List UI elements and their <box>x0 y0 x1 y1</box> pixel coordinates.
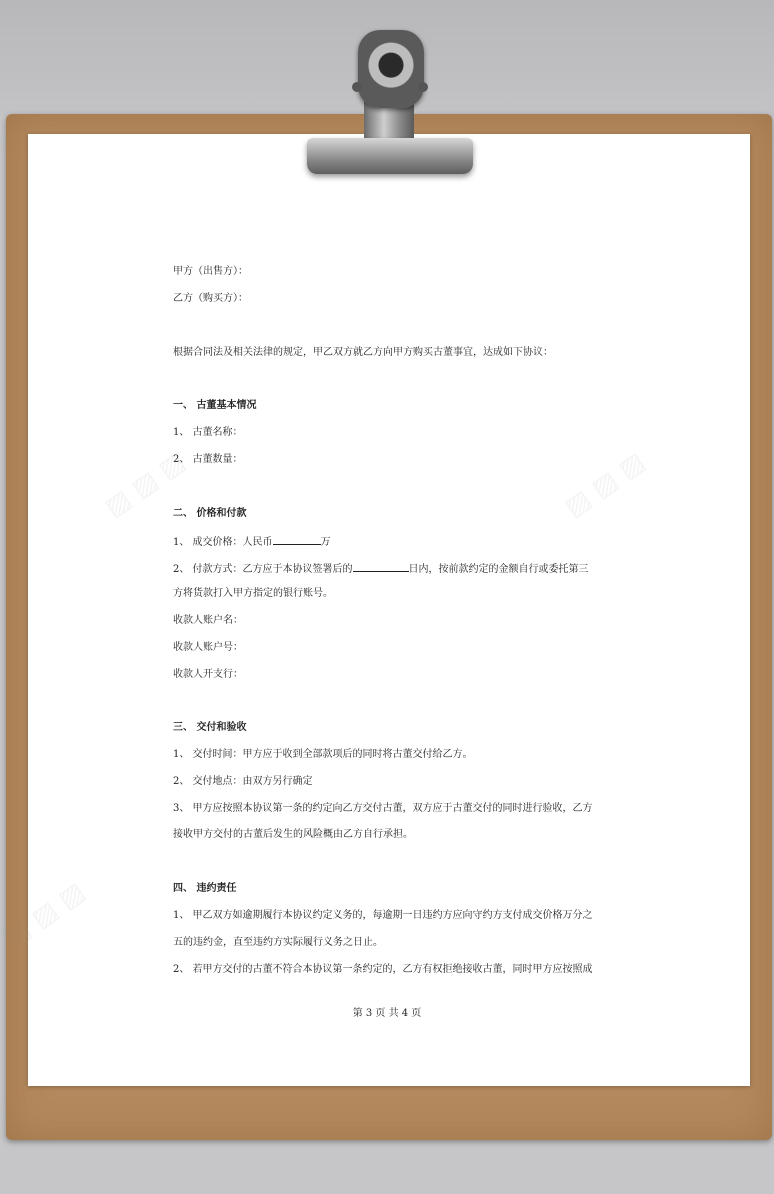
watermark: ▨ ▨ ▨ <box>559 446 651 524</box>
payment-line <box>173 562 589 576</box>
section-3-title: 三、 交付和验收 <box>173 722 247 733</box>
clip-base <box>307 138 473 174</box>
section-3-item: 3、 甲方应按照本协议第一条的约定向乙方交付古董，双方应于古董交付的同时进行验收，乙方 <box>173 803 593 814</box>
section-4-item: 五的违约金，直至违约方实际履行义务之日止。 <box>173 937 383 948</box>
section-1-item: 2、 古董数量： <box>173 454 243 465</box>
payment-line-2: 方将货款打入甲方指定的银行账号。 <box>173 588 333 599</box>
price-blank <box>273 535 321 545</box>
account-name: 收款人账户名： <box>173 615 243 626</box>
section-4-title: 四、 违约责任 <box>173 883 237 894</box>
watermark: ▨ ▨ ▨ <box>99 446 191 524</box>
section-3-item: 2、 交付地点：由双方另行确定 <box>173 776 313 787</box>
section-2-title: 二、 价格和付款 <box>173 508 247 519</box>
section-3-item: 1、 交付时间：甲方应于收到全部款项后的同时将古董交付给乙方。 <box>173 749 473 760</box>
section-1-item: 1、 古董名称： <box>173 427 243 438</box>
section-3-item: 接收甲方交付的古董后发生的风险概由乙方自行承担。 <box>173 829 413 840</box>
preamble: 根据合同法及相关法律的规定，甲乙双方就乙方向甲方购买古董事宜，达成如下协议： <box>173 347 553 358</box>
party-b-label: 乙方（购买方）： <box>173 293 248 304</box>
price-prefix: 1、 成交价格：人民币 <box>173 537 273 548</box>
clip-ring-icon <box>358 30 424 108</box>
price-line <box>173 535 331 549</box>
party-a-label: 甲方（出售方）： <box>173 266 248 277</box>
section-1-title: 一、 古董基本情况 <box>173 400 257 411</box>
account-no: 收款人账户号： <box>173 642 243 653</box>
bank-branch: 收款人开支行： <box>173 669 243 680</box>
payment-suffix: 日内，按前款约定的金额自行或委托第三 <box>408 564 589 575</box>
clip-pin <box>418 82 428 92</box>
payment-prefix: 2、 付款方式：乙方应于本协议签署后的 <box>173 564 353 575</box>
payment-blank <box>353 562 409 572</box>
document-page <box>28 134 750 1086</box>
section-4-item: 1、 甲乙双方如逾期履行本协议约定义务的，每逾期一日违约方应向守约方支付成交价格万分之 <box>173 910 593 921</box>
section-4-item: 2、 若甲方交付的古董不符合本协议第一条约定的，乙方有权拒绝接收古董，同时甲方应按照成 <box>173 964 593 975</box>
watermark: ▨ ▨ ▨ <box>0 876 91 954</box>
page-footer: 第 3 页 共 4 页 <box>352 1008 422 1019</box>
price-suffix: 万 <box>320 537 331 548</box>
clip-pin <box>352 82 362 92</box>
